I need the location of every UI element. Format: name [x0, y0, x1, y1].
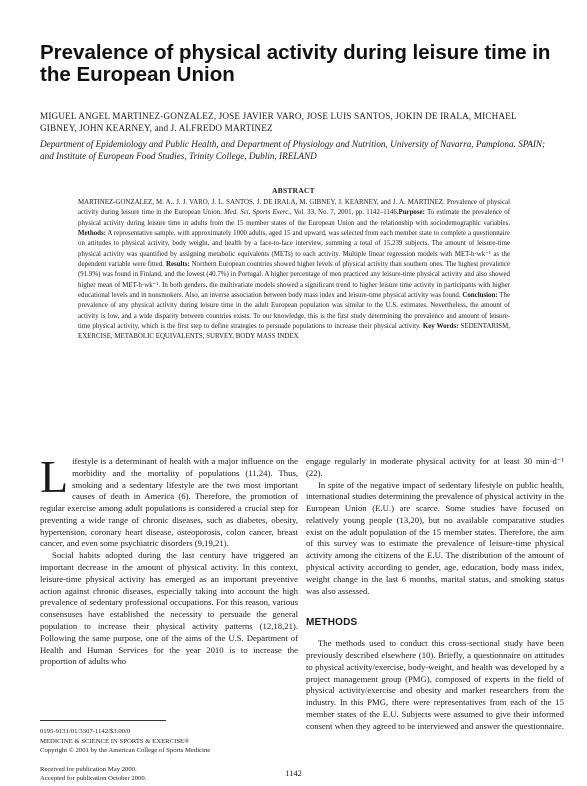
abstract-results-text: Northern European countries showed higher levels of physical activity than southern ones. The highest prevalence (91.9%) was found in Finland, and the lowest (40.7%) in Portugal. A higher percentage of men practiced any leisure-time physical activity and also showed higher mean of MET-h·wk⁻¹. In both genders, the multivariate models showed a significant trend to higher leisure time activity in participants with higher educational levels and in nonsmokers. Also, an inverse association between body mass index and leisure-time physical activity was found. [78, 261, 510, 300]
intro-paragraph-text: ifestyle is a determinant of health with a major influence on the morbidity and the mortality of populations (11,24). Thus, smoking and a sedentary lifestyle are the two most important causes of death in America (6). Therefore, the promotion of regular exercise among adult populations is considered a crucial step for preventing a wide range of chronic diseases, such as diabetes, obesity, hypertension, coronary heart disease, osteoporosis, colon cancer, breast cancer, and even some psychiatric disorders (9,19,21). [40, 456, 298, 549]
abstract-citation-volume: , Vol. 33, No. 7, 2001, pp. 1142–1146. [289, 209, 399, 217]
article-title: Prevalence of physical activity during leisure time in the European Union [40, 41, 551, 86]
body-column-left [40, 451, 298, 668]
body-column-right [306, 456, 564, 732]
footnote-divider [40, 720, 166, 721]
abstract-methods-text: A representative sample, with approximately 1000 adults, aged 15 and upward, was selected from each member state to complete a questionnaire on attitudes to physical activity, body weight, and health by a face-to-face interview, summing a total of 15,239 subjects. The amount of leisure-time physical activity was quantified by assigning metabolic equivalents (METs) to each activity. Multiple linear regression models with MET-h·wk⁻¹ as the dependent variable were fitted. [78, 230, 510, 269]
abstract-heading: ABSTRACT [272, 186, 315, 195]
footnote-accepted: Accepted for publication October 2000. [40, 775, 147, 783]
footnote-journal: MEDICINE & SCIENCE IN SPORTS & EXERCISE® [40, 737, 190, 745]
body-paragraph: engage regularly in moderate physical activity for at least 30 min·d⁻¹ (22). [306, 456, 564, 478]
affiliations: Department of Epidemiology and Public Health, and Department of Physiology and Nutrition, University of Navarra, Pamplona. SPAIN; and Institute of European Food Studies, Trinity College, Dublin, IRELAND [40, 139, 546, 161]
body-paragraph: Social habits adopted during the last century have triggered an important decrease in the amount of physical activity. In this context, leisure-time physical activity has emerged as an important preventive action against chronic diseases, especially taking into account the high prevalence of sedentary professional occupations. For this reason, various consensuses have established the necessity to persuade the general population to increase their physical activity patterns (12,18,21). Following the same purpose, one of the aims of the U.S. Department of Health and Human Services for the year 2010 is to increase the proportion of adults who [40, 550, 298, 667]
abstract-methods-label: Methods: [78, 230, 106, 238]
abstract-purpose-label: Purpose: [398, 209, 425, 217]
abstract-citation-journal: Med. Sci. Sports Exerc. [224, 209, 290, 217]
body-paragraph: In spite of the negative impact of sedentary lifestyle on public health, international studies determining the prevalence of physical activity in the European Union (E.U.) are scarce. Some studies have focused on relatively young people (13,20), but no available comparative studies exist on the adult population of the 15 member states. Therefore, the aim of this survey was to estimate the prevalence of leisure-time physical activity among the citizens of the E.U. The distribution of the amount of physical activity according to gender, age, education, body mass index, weight change in the last 6 months, marital status, and smoking status was also assessed. [306, 479, 564, 596]
body-paragraph [40, 451, 298, 550]
abstract-purpose-text: To estimate the prevalence of physical activity during leisure time in adults from the 15 member states of the European Union and the relationship with sociodemographic variables. [78, 209, 510, 227]
abstract-body [78, 198, 510, 343]
abstract-conclusion-text: The prevalence of any physical activity during leisure time in the adult European population was similar to the U.S. estimates. Nevertheless, the amount of activity is low, and a wide disparity between countries exists. To our knowledge, this is the first study determining the prevalence and amount of leisure-time physical activity, which is the first step to define strategies to persuade populations to increase their physical activity. [78, 292, 511, 331]
abstract-keywords-label: Key Words: [422, 323, 459, 331]
page-number: 1142 [285, 768, 302, 778]
abstract-citation: MARTINEZ-GONZALEZ, M. A., J. J. VARO, J. L. SANTOS, J. DE IRALA, M. GIBNEY, J. KEARNEY, and J. A. MARTINEZ. Prevalence of physical activity during leisure time in the European Union. [78, 199, 510, 217]
footnote-code: 0195-9131/01/3307-1142/$3.00/0 [40, 728, 131, 735]
drop-cap: L [40, 451, 69, 502]
abstract-conclusion-label: Conclusion: [462, 292, 498, 300]
body-paragraph: The methods used to conduct this cross-sectional study have been previously described elsewhere (10). Briefly, a questionnaire on attitudes to physical activity/exercise, body-weight, and health was developed by a project management group (PMG), composed of experts in the field of physical activity/exercise and obesity and market researchers from the industry. In this PMG, there were representatives from each of the 15 member states of the E.U. Subjects were assumed to give their informed consent when they agreed to be interviewed and answer the questionnaire. [306, 638, 564, 731]
section-heading-methods: METHODS [306, 617, 358, 629]
abstract-keywords-text: SEDENTARISM, EXERCISE, METABOLIC EQUIVALENTS, SURVEY, BODY MASS INDEX [78, 323, 510, 341]
author-list: MIGUEL ANGEL MARTINEZ-GONZALEZ, JOSE JAVIER VARO, JOSE LUIS SANTOS, JOKIN DE IRALA, MICHAEL GIBNEY, JOHN KEARNEY, and J. ALFREDO MARTINEZ [40, 111, 517, 133]
footnote-copyright: Copyright © 2001 by the American College of Sports Medicine [40, 747, 211, 755]
footnote-received: Received for publication May 2000. [40, 765, 137, 773]
abstract-results-label: Results: [166, 261, 190, 269]
